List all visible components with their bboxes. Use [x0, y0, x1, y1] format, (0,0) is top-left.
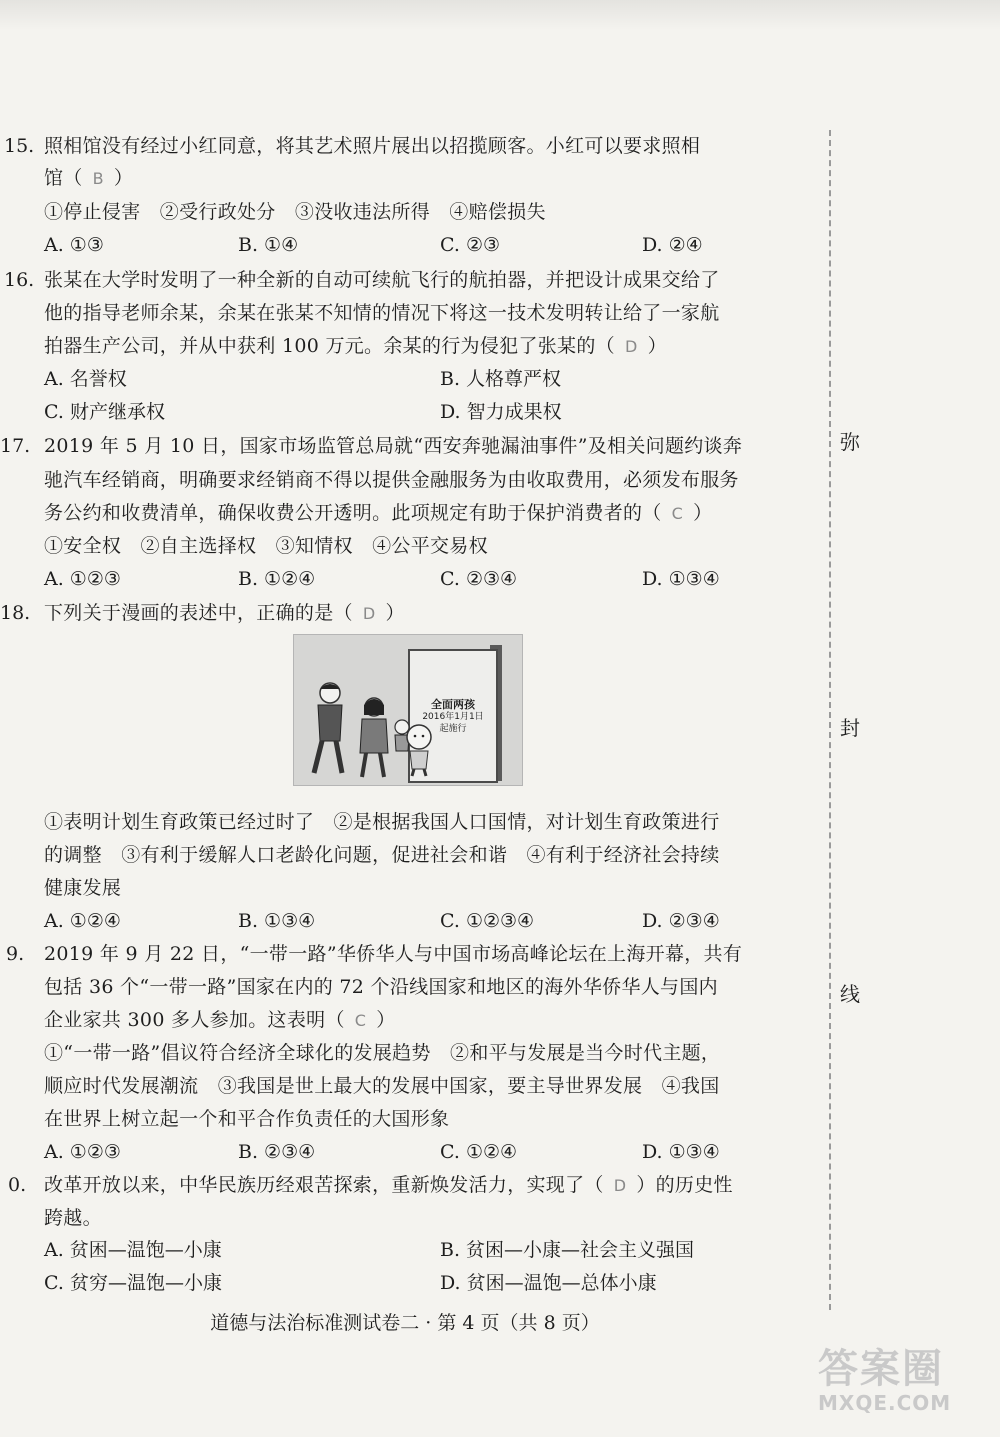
option-a: A. 贫困—温饱—小康: [44, 1239, 222, 1261]
question-text: 他的指导老师余某，余某在张某不知情的情况下将这一技术发明转让给了一家航: [44, 302, 720, 324]
question-items: 顺应时代发展潮流 ③我国是世上最大的发展中国家，要主导世界发展 ④我国: [44, 1075, 720, 1097]
option-b: B. ①③④: [238, 910, 316, 932]
option-b: B. 人格尊严权: [440, 368, 562, 390]
seal-char: 封: [840, 716, 860, 740]
option-d: D. ①③④: [642, 568, 720, 590]
question-text: 改革开放以来，中华民族历经艰苦探索，重新焕发活力，实现了（ D ）的历史性: [44, 1174, 733, 1196]
question-text: 馆（ B ）: [44, 167, 134, 189]
question-text: 张某在大学时发明了一种全新的自动可续航飞行的航拍器，并把设计成果交给了: [44, 269, 720, 291]
option-c: C. 贫穷—温饱—小康: [44, 1272, 222, 1294]
option-c: C. ①②③④: [440, 910, 535, 932]
seal-char: 弥: [840, 430, 860, 454]
handwritten-answer: B: [92, 169, 104, 188]
question-items: 在世界上树立起一个和平合作负责任的大国形象: [44, 1108, 450, 1130]
option-a: A. 名誉权: [44, 368, 127, 390]
mother-figure: [352, 697, 392, 779]
door-sign: 全面两孩 2016年1月1日 起施行: [422, 698, 484, 734]
question-number: 18.: [0, 602, 31, 624]
option-b: B. 贫困—小康—社会主义强国: [440, 1239, 695, 1261]
option-d: D. ②③④: [642, 910, 720, 932]
baby-figure: [404, 723, 434, 777]
policy-cartoon: [293, 634, 523, 786]
handwritten-answer: C: [671, 504, 684, 523]
question-number: 17.: [0, 435, 31, 457]
site-watermark: 答案圈 MXQE.COM: [818, 1346, 952, 1415]
question-text: 务公约和收费清单，确保收费公开透明。此项规定有助于保护消费者的（ C ）: [44, 502, 713, 524]
question-items: ①表明计划生育政策已经过时了 ②是根据我国人口国情，对计划生育政策进行: [44, 811, 720, 833]
option-d: D. 智力成果权: [440, 401, 562, 423]
question-items: 的调整 ③有利于缓解人口老龄化问题，促进社会和谐 ④有利于经济社会持续: [44, 844, 720, 866]
handwritten-answer: D: [624, 337, 638, 356]
question-text: 包括 36 个“一带一路”国家在内的 72 个沿线国家和地区的海外华侨华人与国内: [44, 976, 718, 998]
question-text: 驰汽车经销商，明确要求经销商不得以提供金融服务为由收取费用，必须发布服务: [44, 469, 739, 491]
question-text: 2019 年 9 月 22 日，“一带一路”华侨华人与中国市场高峰论坛在上海开幕，共有: [44, 943, 743, 965]
option-b: B. ①④: [238, 234, 299, 256]
scan-top-shadow: [0, 0, 1000, 30]
question-text: 照相馆没有经过小红同意，将其艺术照片展出以招揽顾客。小红可以要求照相: [44, 135, 701, 157]
question-text: 下列关于漫画的表述中，正确的是（ D ）: [44, 602, 405, 624]
question-text: 企业家共 300 多人参加。这表明（ C ）: [44, 1009, 396, 1031]
question-items: ①停止侵害 ②受行政处分 ③没收违法所得 ④赔偿损失: [44, 201, 546, 223]
option-d: D. ②④: [642, 234, 703, 256]
option-a: A. ①③: [44, 234, 104, 256]
question-text: 2019 年 5 月 10 日，国家市场监管总局就“西安奔驰漏油事件”及相关问题约谈奔: [44, 435, 743, 457]
option-a: A. ①②③: [44, 568, 121, 590]
option-d: D. ①③④: [642, 1141, 720, 1163]
page-footer: 道德与法治标准测试卷二 · 第 4 页（共 8 页）: [210, 1312, 600, 1334]
option-c: C. ①②④: [440, 1141, 518, 1163]
question-text: 拍器生产公司，并从中获利 100 万元。余某的行为侵犯了张某的（ D ）: [44, 335, 667, 357]
option-c: C. ②③④: [440, 568, 518, 590]
option-c: C. ②③: [440, 234, 501, 256]
father-figure: [306, 681, 352, 777]
handwritten-answer: C: [354, 1011, 367, 1030]
option-b: B. ①②④: [238, 568, 316, 590]
option-b: B. ②③④: [238, 1141, 316, 1163]
question-number: 15.: [4, 135, 35, 157]
option-c: C. 财产继承权: [44, 401, 165, 423]
option-a: A. ①②④: [44, 910, 121, 932]
question-text: 跨越。: [44, 1207, 102, 1229]
handwritten-answer: D: [613, 1176, 627, 1195]
handwritten-answer: D: [362, 604, 376, 623]
seal-dashed-line: [829, 130, 831, 1310]
question-number: 9.: [6, 943, 25, 965]
question-number: 16.: [4, 269, 35, 291]
seal-char: 线: [840, 982, 860, 1006]
question-items: ①“一带一路”倡议符合经济全球化的发展趋势 ②和平与发展是当今时代主题，: [44, 1042, 721, 1064]
option-d: D. 贫困—温饱—总体小康: [440, 1272, 657, 1294]
question-number: 0.: [8, 1174, 27, 1196]
question-items: ①安全权 ②自主选择权 ③知情权 ④公平交易权: [44, 535, 488, 557]
option-a: A. ①②③: [44, 1141, 121, 1163]
question-items: 健康发展: [44, 877, 122, 899]
